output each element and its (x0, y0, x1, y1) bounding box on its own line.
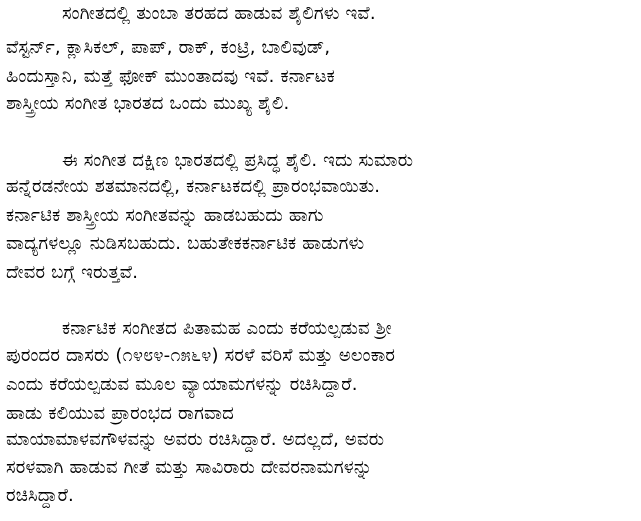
paragraph-2-line-2: ಹನ್ನೆರಡನೇಯ ಶತಮಾನದಲ್ಲಿ, ಕರ್ನಾಟಕದಲ್ಲಿ ಪ್ರಾರಂಭವಾಯಿತು. (6, 176, 381, 197)
paragraph-1-line-1: ಸಂಗೀತದಲ್ಲಿ ತುಂಬಾ ತರಹದ ಹಾಡುವ ಶೈಲಿಗಳು ಇವೆ. (62, 3, 376, 24)
paragraph-3-line-4: ಹಾಡು ಕಲಿಯುವ ಪ್ರಾರಂಭದ ರಾಗವಾದ (6, 403, 234, 424)
paragraph-1-line-4: ಶಾಸ್ತ್ರೀಯ ಸಂಗೀತ ಭಾರತದ ಒಂದು ಮುಖ್ಯ ಶೈಲಿ. (6, 93, 290, 114)
paragraph-3-line-7: ರಚಿಸಿದ್ದಾರೆ. (6, 485, 74, 506)
paragraph-3-line-2: ಪುರಂದರ ದಾಸರು (೧೪೮೪-೧೫೬೪) ಸರಳೆ ವರಿಸೆ ಮತ್ತು ಅಲಂಕಾರ (6, 345, 396, 366)
paragraph-3-line-3: ಎಂದು ಕರೆಯಲ್ಪಡುವ ಮೂಲ ವ್ಯಾಯಾಮಗಳನ್ನು ರಚಿಸಿದ್ದಾರೆ. (6, 374, 358, 395)
paragraph-2-line-1: ಈ ಸಂಗೀತ ದಕ್ಷಿಣ ಭಾರತದಲ್ಲಿ ಪ್ರಸಿದ್ಧ ಶೈಲಿ. ಇದು ಸುಮಾರು (62, 150, 414, 171)
paragraph-1-line-2: ವೆಸ್ಟರ್ನ್, ಕ್ಲಾಸಿಕಲ್, ಪಾಪ್, ರಾಕ್, ಕಂಟ್ರಿ, ಬಾಲಿವುಡ್, (6, 37, 331, 58)
paragraph-3-line-1: ಕರ್ನಾಟಿಕ ಸಂಗೀತದ ಪಿತಾಮಹ ಎಂದು ಕರೆಯಲ್ಪಡುವ ಶ್ರೀ (62, 318, 392, 339)
paragraph-2-line-5: ದೇವರ ಬಗ್ಗೆ ಇರುತ್ತವೆ. (6, 262, 139, 283)
paragraph-2-line-3: ಕರ್ನಾಟಿಕ ಶಾಸ್ತ್ರೀಯ ಸಂಗೀತವನ್ನು ಹಾಡಬಹುದು ಹಾಗು (6, 205, 324, 226)
paragraph-3-line-6: ಸರಳವಾಗಿ ಹಾಡುವ ಗೀತೆ ಮತ್ತು ಸಾವಿರಾರು ದೇವರನಾಮಗಳನ್ನು (6, 457, 373, 478)
paragraph-1-line-3: ಹಿಂದುಸ್ತಾನಿ, ಮತ್ತೆ ಫೋಕ್ ಮುಂತಾದವು ಇವೆ. ಕರ್ನಾಟಕ (6, 66, 335, 87)
paragraph-3-line-5: ಮಾಯಾಮಾಳವಗೌಳವನ್ನು ಅವರು ರಚಿಸಿದ್ದಾರೆ. ಅದಲ್ಲದೆ, ಅವರು (6, 429, 385, 450)
paragraph-2-line-4: ವಾದ್ಯಗಳಲ್ಲೂ ನುಡಿಸಬಹುದು. ಬಹುತೇಕಕರ್ನಾಟಿಕ ಹಾಡುಗಳು (6, 233, 365, 254)
